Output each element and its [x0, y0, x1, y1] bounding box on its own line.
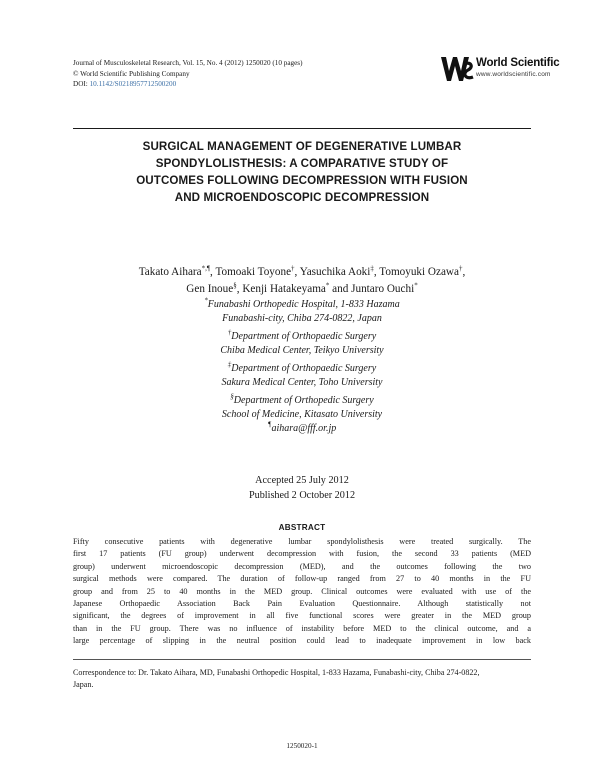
- author-name: Tomoaki Toyone: [215, 266, 292, 278]
- author-name: Gen Inoue: [186, 283, 234, 295]
- published-date: Published 2 October 2012: [248, 490, 356, 501]
- author-mark: ‡: [370, 264, 374, 273]
- author-sep: and: [329, 283, 352, 295]
- abstract-line: first 17 patients (FU group) underwent decompression with fusion, the second 33 patients (MED: [73, 549, 531, 559]
- title-line: SPONDYLOLISTHESIS: A COMPARATIVE STUDY OF: [155, 157, 449, 170]
- affiliation-text: Department of Orthopaedic Surgery: [231, 331, 377, 342]
- affiliation-line: [73, 394, 531, 408]
- affiliations: [73, 298, 531, 436]
- header-rule: [73, 128, 531, 129]
- abstract-body: [73, 536, 531, 648]
- affiliation-line: Chiba Medical Center, Teikyo University: [220, 345, 384, 356]
- affiliation-line: [73, 362, 531, 376]
- author-sep: ,: [210, 266, 216, 278]
- abstract-line: group) underwent microendoscopic decompression (MED), and the outcomes following the two: [73, 561, 531, 571]
- affiliation-text: Department of Orthopedic Surgery: [233, 395, 374, 406]
- affiliation-mark: ‡: [227, 360, 232, 369]
- title-line: AND MICROENDOSCOPIC DECOMPRESSION: [174, 191, 430, 204]
- article-title: [73, 138, 531, 206]
- author-line: [73, 281, 531, 298]
- abstract-line: Japanese Orthopaedic Association Back Pain Evaluation Questionnaire. Although statistically not: [73, 599, 531, 609]
- affiliation-mark: §: [230, 392, 234, 401]
- abstract-line: surgical methods were compared. The duration of follow-up ranged from 27 to 40 months in the FU: [73, 574, 531, 584]
- author-name: Kenji Hatakeyama: [242, 283, 326, 295]
- author-name: Tomoyuki Ozawa: [379, 266, 459, 278]
- publisher-name: World Scientific: [476, 57, 560, 69]
- doi-line: [73, 79, 176, 90]
- journal-citation: Journal of Musculoskeletal Research, Vol. 15, No. 4 (2012) 1250020 (10 pages): [73, 59, 303, 67]
- correspondence-line: Japan.: [73, 679, 94, 689]
- author-mark: §: [233, 281, 237, 290]
- correspondence-note: [73, 667, 531, 690]
- author-sep: ,: [236, 283, 243, 295]
- author-sep: ,: [294, 266, 300, 278]
- author-mark: †: [458, 264, 463, 273]
- author-mark: *,¶: [201, 264, 211, 273]
- author-mark: *: [414, 281, 418, 290]
- doi-link[interactable]: 10.1142/S0218957712500200: [89, 80, 177, 88]
- abstract-heading: ABSTRACT: [278, 523, 326, 532]
- affiliation-mark: ¶: [267, 420, 272, 429]
- author-email[interactable]: aihara@fff.or.jp: [271, 423, 337, 434]
- accepted-date: Accepted 25 July 2012: [255, 475, 349, 486]
- author-sep: ,: [462, 266, 466, 278]
- correspondence-line: Correspondence to: Dr. Takato Aihara, MD, Funabashi Orthopedic Hospital, 1-833 Hazama, Funabashi-city, Chiba 274-0822,: [73, 668, 480, 677]
- page-number: 1250020-1: [286, 742, 318, 750]
- world-scientific-logo-icon: [440, 54, 474, 84]
- affiliation-line: [73, 298, 531, 312]
- author-line: [73, 264, 531, 281]
- affiliation-line: [73, 330, 531, 344]
- affiliation-mark: †: [227, 328, 232, 337]
- affiliation-text: Department of Orthopaedic Surgery: [231, 363, 377, 374]
- abstract-line: significant, the degrees of improvement in all five functional scores were greater in the MED group: [73, 611, 531, 621]
- author-name: Yasuchika Aoki: [299, 266, 371, 278]
- author-list: [73, 264, 531, 298]
- abstract-line: Fifty consecutive patients with degenerative lumbar spondylolisthesis were treated surgically. The: [73, 537, 531, 546]
- title-line: OUTCOMES FOLLOWING DECOMPRESSION WITH FUSION: [136, 174, 468, 187]
- email-line: [73, 422, 531, 436]
- publisher-url: www.worldscientific.com: [476, 71, 551, 78]
- affiliation-line: Funabashi-city, Chiba 274-0822, Japan: [222, 313, 382, 324]
- abstract-line: large percentage of slipping in the neutral position could lead to inadequate improvement in low back: [73, 636, 531, 646]
- doi-label: DOI:: [73, 80, 88, 88]
- author-mark: *: [325, 281, 330, 290]
- affiliation-line: School of Medicine, Kitasato University: [221, 409, 383, 420]
- affiliation-line: Sakura Medical Center, Toho University: [221, 377, 383, 388]
- affiliation-mark: *: [204, 296, 208, 305]
- footnote-rule: [73, 659, 531, 660]
- publisher-logo: [440, 52, 560, 86]
- author-sep: ,: [373, 266, 380, 278]
- author-name: Juntaro Ouchi: [351, 283, 415, 295]
- abstract-line: group and from 25 to 40 months in the MED group. Clinical outcomes were evaluated with use of the: [73, 586, 531, 596]
- affiliation-text: Funabashi Orthopedic Hospital, 1-833 Hazama: [207, 299, 400, 310]
- title-line: SURGICAL MANAGEMENT OF DEGENERATIVE LUMBAR: [142, 140, 462, 153]
- abstract-line: than in the FU group. There was no influence of instability before MED to the clinical outcome, and a: [73, 623, 531, 633]
- author-name: Takato Aihara: [138, 266, 202, 278]
- author-mark: †: [291, 264, 295, 273]
- copyright-line: © World Scientific Publishing Company: [73, 69, 190, 78]
